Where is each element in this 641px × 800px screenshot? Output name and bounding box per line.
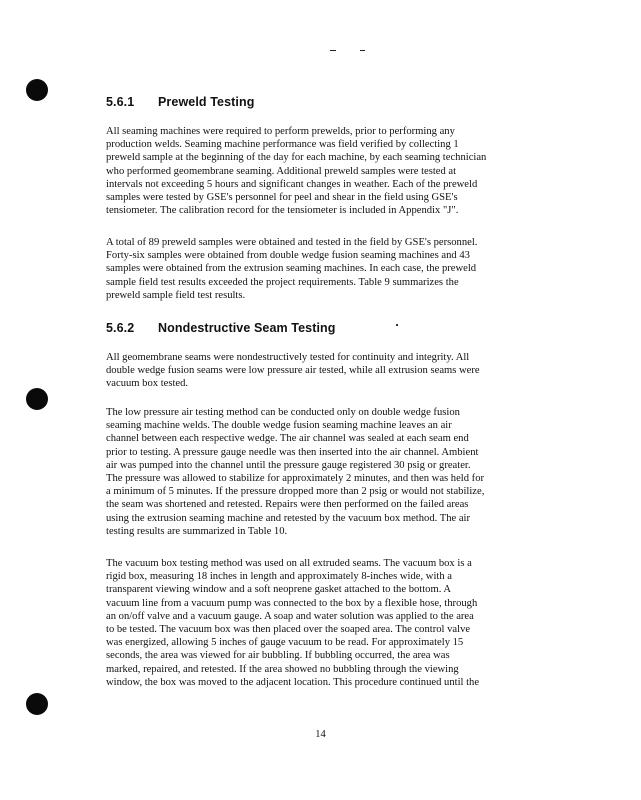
text-line: was energized, allowing 5 inches of gauge vacuum to be read. For approximately 15 xyxy=(106,637,464,649)
section-heading-5-6-2 xyxy=(106,321,336,335)
text-line: double wedge fusion seams were low pressure air tested, while all extrusion seams were xyxy=(106,365,480,377)
page-number: 14 xyxy=(315,729,326,740)
text-line: channel between each respective wedge. The air channel was sealed at each seam end xyxy=(106,433,469,445)
paragraph-preweld-procedure xyxy=(106,125,538,217)
text-line: The pressure was allowed to stabilize for approximately 2 minutes, and then was held for xyxy=(106,473,485,485)
binder-hole-icon xyxy=(26,388,48,410)
text-line: preweld sample field test results. xyxy=(106,289,246,301)
text-line: seaming machine welds. The double wedge fusion seaming machine leaves an air xyxy=(106,420,452,432)
text-line: Forty-six samples were obtained from double wedge fusion seaming machines and 43 xyxy=(106,250,470,262)
text-line: The low pressure air testing method can be conducted only on double wedge fusion xyxy=(106,407,460,418)
section-heading-5-6-1 xyxy=(106,95,254,109)
text-line: vacuum box tested. xyxy=(106,378,189,390)
text-line: transparent viewing window and a soft neoprene gasket attached to the bottom. A xyxy=(106,584,452,596)
scan-mark xyxy=(360,50,365,51)
text-line: samples were obtained from the extrusion seaming machines. In each case, the preweld xyxy=(106,263,477,275)
text-line: All seaming machines were required to perform prewelds, prior to performing any xyxy=(106,126,455,137)
text-line: air was pumped into the channel until the pressure gauge registered 30 psig or greater. xyxy=(106,459,471,471)
scan-speck xyxy=(396,324,398,326)
text-line: window, the box was moved to the adjacent location. This procedure continued until the xyxy=(106,676,480,688)
paragraph-air-testing xyxy=(106,406,538,538)
text-line: vacuum line from a vacuum pump was connected to the box by a flexible hose, through xyxy=(106,597,478,609)
text-line: preweld sample at the beginning of the day for each machine, by each seaming technician xyxy=(106,152,487,164)
text-line: using the extrusion seaming machine and retested by the vacuum box method. The air xyxy=(106,512,471,524)
section-number: 5.6.2 xyxy=(106,321,135,335)
text-line: tensiometer. The calibration record for the tensiometer is included in Appendix "J". xyxy=(106,205,459,217)
text-line: who performed geomembrane seaming. Additional preweld samples were tested at xyxy=(106,165,457,177)
paragraph-vacuum-box-testing xyxy=(106,557,538,689)
section-title: Nondestructive Seam Testing xyxy=(158,321,336,335)
paragraph-nondestructive-overview xyxy=(106,351,538,391)
section-number: 5.6.1 xyxy=(106,95,135,109)
binder-hole-icon xyxy=(26,79,48,101)
text-line: marked, repaired, and retested. If the area showed no bubbling through the viewing xyxy=(106,663,459,675)
text-line: prior to testing. A pressure gauge needle was then inserted into the air channel. Ambient xyxy=(106,446,479,458)
paragraph-preweld-results xyxy=(106,236,538,302)
text-line: seconds, the area was viewed for air bubbling. If bubbling occurred, the area was xyxy=(106,650,450,662)
text-line: testing results are summarized in Table 10. xyxy=(106,525,288,537)
section-title: Preweld Testing xyxy=(158,95,255,109)
text-line: All geomembrane seams were nondestructively tested for continuity and integrity. All xyxy=(106,352,470,363)
text-line: an on/off valve and a vacuum gauge. A soap and water solution was applied to the area xyxy=(106,610,474,622)
scan-mark xyxy=(330,50,336,51)
text-line: production welds. Seaming machine performance was field verified by collecting 1 xyxy=(106,139,459,151)
text-line: a minimum of 5 minutes. If the pressure dropped more than 2 psig or would not stabilize, xyxy=(106,486,485,498)
text-line: The vacuum box testing method was used on all extruded seams. The vacuum box is a xyxy=(106,558,472,569)
text-line: A total of 89 preweld samples were obtained and tested in the field by GSE's personnel. xyxy=(106,237,478,248)
text-line: sample field test results exceeded the project requirements. Table 9 summarizes the xyxy=(106,276,459,288)
binder-hole-icon xyxy=(26,693,48,715)
text-line: to be tested. The vacuum box was then placed over the soaped area. The control valve xyxy=(106,624,471,636)
text-line: the seam was shortened and retested. Repairs were then performed on the failed areas xyxy=(106,499,469,511)
text-line: samples were tested by GSE's personnel for peel and shear in the field using GSE's xyxy=(106,192,458,204)
text-line: intervals not exceeding 5 hours and significant changes in weather. Each of the preweld xyxy=(106,178,478,190)
text-line: rigid box, measuring 18 inches in length and approximately 8-inches wide, with a xyxy=(106,571,452,583)
